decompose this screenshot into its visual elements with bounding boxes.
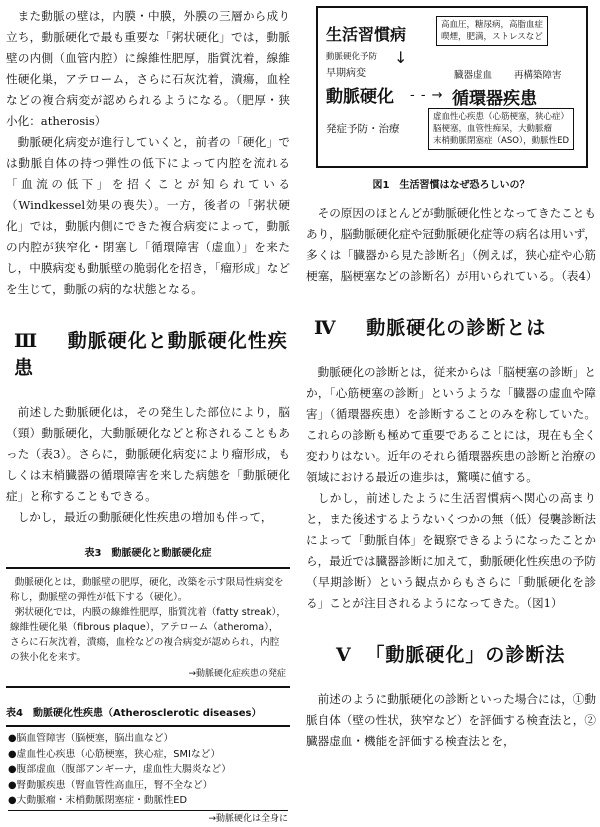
fig-end-label: 再構築障害 (514, 70, 562, 81)
paragraph: 前述した動脈硬化は，その発生した部位により，脳（頸）動脈硬化，大動脈硬化などと称されることもあった（表3）。さらに，動脈硬化病変により瘤形成，もしくは末梢臓器の循環障害を来した病態を「動脈硬化症」と称することもできる。 (6, 402, 290, 507)
fig-main-right: 循環器疾患 (452, 84, 537, 109)
figure-caption: 図1 生活習慣はなぜ恐ろしいの？ (306, 176, 596, 191)
section-title: 「動脈硬化」の診断法 (365, 644, 565, 666)
section-heading (314, 313, 596, 340)
fig-early-label: 早期病変 (326, 68, 366, 79)
fig-top-title: 生活習慣病 (326, 22, 406, 45)
table4-caption: 表4 動脈硬化性疾患（Atherosclerotic diseases） (6, 704, 290, 719)
table4-box (6, 725, 290, 827)
table4-arrow: →動脈硬化は全身に (8, 810, 288, 827)
table4-item: ●腹部虚血（腹部アンギーナ，虚血性大腸炎など） (8, 762, 288, 778)
paragraph: 動脈硬化病変が進行していくと，前者の「硬化」では動脈自体の持つ弾性の低下によって内腔を流れる「血流の低下」を招くことが知られている（Windkessel効果の喪失）。一方，後者の「粥状硬化」では，動脈内側にできた複合病変によって，動脈の内腔が狭窄化・閉塞し「循環障害（虚血）」を来たし，中膜病変も動脈壁の脆弱化を招き，「瘤形成」などを生じて，動脈の病的な状態となる。 (6, 132, 290, 300)
section-heading (336, 640, 596, 667)
fig-organ-label: 臓器虚血 (454, 70, 492, 81)
paragraph: 動脈硬化の診断とは，従来からは「脳梗塞の診断」とか，「心筋梗塞の診断」というような「臓器の虚血や障害」（循環器疾患）を診断することのみを称していた。これらの診断も極めて重要であることには，現在も全く変わりはない。近年のそれら循環器疾患の診断と治療の領域における最近の進歩は，驚嘆に値する。 (306, 362, 596, 488)
section-number: Ⅳ (314, 317, 337, 339)
dashed-arrow-icon: - - → (410, 88, 444, 103)
section-number: Ⅴ (336, 644, 352, 666)
left-column (6, 0, 290, 827)
down-arrow-icon: ↓ (394, 48, 407, 67)
table4-item: ●虚血性心疾患（心筋梗塞，狭心症，SMIなど） (8, 747, 288, 763)
table3-arrow: →動脈硬化症疾患の発症 (10, 667, 286, 682)
right-column (306, 0, 596, 752)
paragraph: 前述のように動脈硬化の診断といった場合には，①動脈自体（壁の性状，狭窄など）を評価する検査法と，②臓器虚血・機能を評価する検査法とを， (306, 689, 596, 752)
table3-box (6, 567, 290, 688)
fig-main-left: 動脈硬化 (326, 82, 394, 107)
table3-line: 動脈硬化とは，動脈壁の肥厚，硬化，改築を示す限局性病変を称し，動脈壁の弾性が低下する（硬化）。 (10, 575, 286, 605)
fig-prevent-label: 動脈硬化予防 (326, 52, 377, 63)
paragraph: しかし，前述したように生活習慣病へ関心の高まりと，また後述するようないくつかの無（低）侵襲診断法によって「動脈自体」を観察できるようになったことから，最近では臓器診断に加えて，動脈硬化性疾患の予防（早期診断）という観点からもさらに「動脈硬化を診る」ことが注目されるようになってきた。（図1） (306, 488, 596, 614)
paragraph: その原因のほとんどが動脈硬化性となってきたこともあり，脳動脈硬化症や冠動脈硬化症等の病名は用いず，多くは「臓器から見た診断名」（例えば，狭心症や心筋梗塞，脳梗塞などの診断名）が用いられている。（表4） (306, 203, 596, 287)
section-heading (14, 326, 290, 380)
section-title: 動脈硬化の診断とは (366, 317, 546, 339)
fig-bottom-box: 虚血性心疾患（心筋梗塞，狭心症） 脳梗塞，血管性痴呆，大動脈瘤 末梢動脈閉塞症（ASO），動脈性ED (428, 108, 574, 150)
fig-onset-label: 発症予防・治療 (326, 124, 400, 135)
table4-item: ●大動脈瘤・末梢動脈閉塞症・動脈性ED (8, 793, 288, 809)
section-title: 動脈硬化と動脈硬化性疾患 (14, 330, 288, 379)
table4-item: ●腎動脈疾患（腎血管性高血圧，腎不全など） (8, 778, 288, 794)
table4-item: ●脳血管障害（脳梗塞，脳出血など） (8, 731, 288, 747)
table3-caption: 表3 動脈硬化と動脈硬化症 (6, 544, 290, 559)
fig-top-box: 高血圧，糖尿病，高脂血症 喫煙，肥満，ストレスなど (436, 16, 548, 46)
paragraph: また動脈の壁は，内膜・中膜，外膜の三層から成り立ち，動脈硬化で最も重要な「粥状硬化」では，動脈壁の内側（血管内腔）に線維性肥厚，脂質沈着，線維性硬化巣，アテローム，さらに石灰沈着，潰瘍，血栓などの複合病変が認められるようになる。（肥厚・狭小化：atherosis） (6, 6, 290, 132)
section-number: Ⅲ (14, 330, 38, 352)
figure-1 (316, 6, 588, 168)
table3-line: 粥状硬化では，内膜の線維性肥厚，脂質沈着（fatty streak），線維性硬化巣（fibrous plaque），アテローム（atheroma），さらに石灰沈着，潰瘍，血栓などの複合病変が認められ，内腔の狭小化を来す。 (10, 605, 286, 665)
paragraph: しかし，最近の動脈硬化性疾患の増加も伴って， (6, 507, 290, 528)
